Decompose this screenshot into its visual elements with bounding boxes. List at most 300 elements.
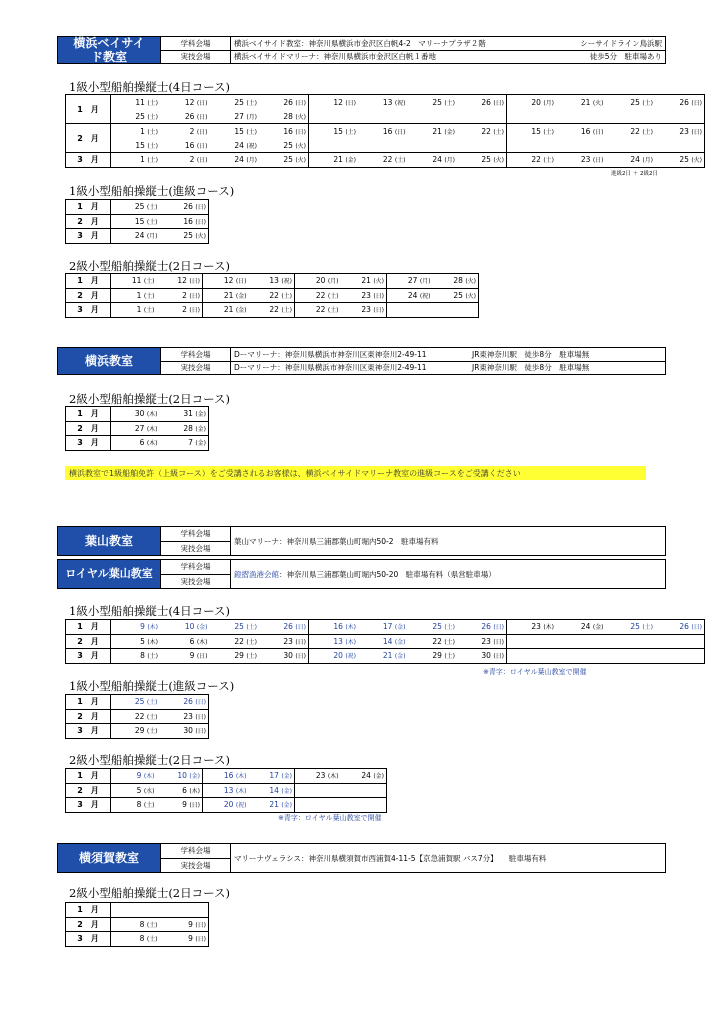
- weekday-text: (日): [189, 307, 200, 315]
- table-row: [66, 620, 705, 635]
- date-cell: [507, 95, 557, 110]
- month-label: 1 月: [66, 274, 111, 289]
- table-row: [66, 407, 209, 422]
- bayside-shinkyu-table: [65, 199, 209, 244]
- weekday-text: (火): [295, 157, 306, 165]
- weekday-text: (日): [195, 936, 206, 944]
- date-cell: [606, 124, 656, 139]
- weekday-text: (土): [543, 128, 554, 136]
- date-cell: [309, 95, 359, 110]
- table-row: [66, 274, 479, 289]
- date-text: 8: [140, 651, 148, 661]
- weekday-text: (土): [246, 624, 257, 632]
- date-text: 9: [189, 651, 197, 661]
- weekday-text: (日): [196, 157, 208, 165]
- table-row: [66, 95, 705, 110]
- date-text: 24: [432, 155, 445, 165]
- weekday-text: (金): [394, 624, 406, 632]
- date-cell: [309, 649, 359, 664]
- date-cell: [157, 783, 203, 798]
- weekday-text: (日): [195, 218, 206, 226]
- date-cell: [655, 153, 705, 168]
- bayside-course2-title: 1級小型船舶操縦士(進級コース): [69, 184, 235, 198]
- date-cell: [606, 95, 656, 110]
- date-text: 16: [580, 126, 593, 136]
- date-text: 9: [136, 771, 144, 781]
- weekday-text: (土): [147, 653, 158, 661]
- weekday-text: (火): [691, 157, 702, 165]
- date-cell: [160, 724, 209, 739]
- date-text: 22: [134, 711, 147, 721]
- weekday-text: (土): [327, 307, 339, 315]
- date-cell: [160, 95, 210, 110]
- weekday-text: (水): [143, 787, 155, 795]
- jitsugi-label: 実技会場: [161, 858, 230, 873]
- date-cell: [408, 620, 458, 635]
- date-text: 23: [361, 290, 374, 300]
- date-text: 26: [481, 97, 494, 107]
- date-text: 30: [134, 409, 147, 419]
- month-label: 1 月: [66, 200, 111, 215]
- weekday-text: (日): [196, 128, 208, 136]
- bayside-2day-table: [65, 273, 479, 318]
- weekday-text: (金): [195, 425, 206, 433]
- weekday-text: (祝): [419, 292, 431, 300]
- date-cell: [210, 649, 260, 664]
- weekday-text: (金): [394, 653, 406, 661]
- weekday-text: (金): [281, 787, 292, 795]
- date-cell: [210, 95, 260, 110]
- table-row: [66, 649, 705, 664]
- date-cell: [606, 109, 656, 124]
- date-text: 21: [361, 276, 374, 286]
- table-row: [66, 124, 705, 139]
- hayama-4day-table: [65, 619, 705, 664]
- date-cell: [160, 421, 209, 436]
- weekday-text: (日): [189, 278, 200, 286]
- date-cell: [457, 649, 507, 664]
- weekday-text: (金): [592, 624, 604, 632]
- date-cell: [433, 288, 479, 303]
- weekday-text: (木): [196, 638, 208, 646]
- month-label: 3 月: [66, 724, 111, 739]
- weekday-text: (土): [543, 157, 554, 165]
- date-text: 29: [234, 651, 247, 661]
- weekday-text: (土): [281, 292, 292, 300]
- date-text: 17: [382, 622, 395, 632]
- date-text: 25: [453, 290, 466, 300]
- date-text: 2: [182, 305, 190, 315]
- weekday-text: (土): [146, 713, 158, 721]
- weekday-text: (土): [146, 218, 158, 226]
- date-text: 15: [134, 216, 147, 226]
- weekday-text: (日): [493, 638, 504, 646]
- date-text: 26: [283, 97, 296, 107]
- date-cell: [295, 303, 341, 318]
- date-text: 13: [223, 785, 236, 795]
- date-cell: [111, 214, 160, 229]
- weekday-text: (土): [281, 307, 292, 315]
- date-cell: [111, 724, 160, 739]
- weekday-text: (日): [295, 624, 306, 632]
- weekday-text: (土): [146, 699, 158, 707]
- date-text: 10: [177, 771, 190, 781]
- date-text: 14: [269, 785, 282, 795]
- date-cell: [655, 634, 705, 649]
- weekday-text: (日): [592, 128, 604, 136]
- date-text: 30: [481, 651, 494, 661]
- date-text: 30: [283, 651, 296, 661]
- weekday-text: (土): [444, 653, 455, 661]
- date-cell: [259, 124, 309, 139]
- date-text: 9: [140, 622, 148, 632]
- date-text: 11: [135, 97, 148, 107]
- date-cell: [295, 769, 341, 784]
- date-cell: [309, 138, 359, 153]
- date-cell: [309, 153, 359, 168]
- date-cell: [556, 153, 606, 168]
- yokohama-jitsugi-access: JR東神奈川駅 徒歩8分 駐車場無: [472, 363, 590, 373]
- date-cell: [309, 634, 359, 649]
- date-text: 22: [269, 290, 282, 300]
- date-cell: [556, 138, 606, 153]
- weekday-text: (土): [143, 278, 155, 286]
- month-label: 3 月: [66, 229, 111, 244]
- date-cell: [160, 634, 210, 649]
- hayama-course1-note: ※青字：ロイヤル葉山教室で開催: [483, 668, 587, 676]
- date-cell: [606, 153, 656, 168]
- month-label: 2 月: [66, 634, 111, 649]
- weekday-text: (金): [345, 157, 356, 165]
- weekday-text: (木): [146, 425, 158, 433]
- date-cell: [210, 634, 260, 649]
- date-cell: [457, 153, 507, 168]
- table-row: [66, 153, 705, 168]
- date-text: 22: [481, 126, 494, 136]
- date-text: 29: [432, 651, 445, 661]
- weekday-text: (月): [327, 278, 339, 286]
- date-cell: [358, 153, 408, 168]
- weekday-text: (月): [146, 233, 158, 241]
- date-cell: [309, 620, 359, 635]
- date-text: 2: [189, 126, 197, 136]
- yokosuka-course-title: 2級小型船舶操縦士(2日コース): [69, 886, 231, 900]
- date-cell: [259, 153, 309, 168]
- date-cell: [655, 620, 705, 635]
- date-cell: [249, 783, 295, 798]
- date-text: 2: [189, 155, 197, 165]
- weekday-text: (土): [394, 157, 406, 165]
- hayama-course3-note: ※青字：ロイヤル葉山教室で開催: [278, 814, 382, 822]
- month-label: 3 月: [66, 303, 111, 318]
- date-text: 26: [184, 111, 197, 121]
- date-cell: [433, 303, 479, 318]
- date-cell: [111, 138, 161, 153]
- hayama-course2-title: 1級小型船舶操縦士(進級コース): [69, 679, 235, 693]
- date-cell: [111, 153, 161, 168]
- date-cell: [507, 109, 557, 124]
- date-text: 28: [453, 276, 466, 286]
- date-text: 1: [140, 155, 148, 165]
- date-text: 31: [183, 409, 196, 419]
- yokohama-2day-table: [65, 406, 209, 451]
- date-cell: [210, 124, 260, 139]
- date-text: 12: [177, 276, 190, 286]
- date-cell: [157, 798, 203, 813]
- date-cell: [457, 138, 507, 153]
- date-cell: [249, 798, 295, 813]
- date-cell: [210, 620, 260, 635]
- date-cell: [160, 649, 210, 664]
- date-text: 26: [283, 622, 296, 632]
- date-text: 20: [223, 800, 236, 810]
- bayside-jitsugi-access: 徒歩5分 駐車場あり: [589, 52, 662, 62]
- date-cell: [160, 695, 209, 710]
- date-cell: [606, 634, 656, 649]
- date-text: 25: [481, 155, 494, 165]
- date-cell: [655, 138, 705, 153]
- date-text: 27: [134, 423, 147, 433]
- yokohama-gakka-access: JR東神奈川駅 徒歩8分 駐車場無: [472, 349, 590, 359]
- bayside-jitsugi-venue: 横浜ベイサイドマリーナ：神奈川県横浜市金沢区白帆１番地: [234, 52, 436, 62]
- month-label: 3 月: [66, 153, 111, 168]
- date-cell: [111, 95, 161, 110]
- date-text: 26: [183, 697, 196, 707]
- date-cell: [160, 229, 209, 244]
- royal-venue-name: 鐙摺漁港会館: [234, 569, 279, 579]
- date-text: 16: [183, 216, 196, 226]
- date-text: 16: [223, 771, 236, 781]
- table-row: [66, 769, 387, 784]
- date-cell: [507, 138, 557, 153]
- date-cell: [457, 620, 507, 635]
- date-text: 21: [269, 800, 282, 810]
- weekday-text: (木): [235, 787, 247, 795]
- date-text: 12: [184, 97, 197, 107]
- date-cell: [387, 303, 433, 318]
- weekday-text: (土): [147, 128, 158, 136]
- hayama-venue: 葉山マリーナ：神奈川県三浦郡葉山町堀内50-2 駐車場有料: [234, 536, 439, 546]
- date-cell: [203, 274, 249, 289]
- date-text: 25: [134, 697, 147, 707]
- weekday-text: (土): [642, 128, 653, 136]
- date-cell: [408, 138, 458, 153]
- date-text: 24: [134, 231, 147, 241]
- hayama-shinkyu-table: [65, 694, 209, 739]
- gakka-label: 学科会場: [180, 529, 211, 539]
- date-text: 25: [679, 155, 692, 165]
- weekday-text: (金): [235, 292, 247, 300]
- weekday-text: (火): [493, 157, 504, 165]
- date-text: 26: [679, 622, 692, 632]
- date-cell: [160, 709, 209, 724]
- date-cell: [111, 695, 160, 710]
- date-text: 6: [139, 438, 147, 448]
- weekday-text: (木): [235, 773, 247, 781]
- date-text: 28: [283, 111, 296, 121]
- weekday-text: (火): [592, 99, 604, 107]
- jitsugi-label: 実技会場: [161, 50, 230, 64]
- weekday-text: (金): [195, 440, 206, 448]
- date-cell: [606, 620, 656, 635]
- date-text: 15: [234, 126, 247, 136]
- date-cell: [655, 109, 705, 124]
- date-cell: [160, 200, 209, 215]
- date-cell: [295, 798, 341, 813]
- date-cell: [556, 634, 606, 649]
- date-text: 16: [382, 126, 395, 136]
- date-cell: [111, 229, 160, 244]
- date-cell: [457, 95, 507, 110]
- date-cell: [210, 109, 260, 124]
- weekday-text: (日): [196, 99, 208, 107]
- month-label: 1 月: [66, 769, 111, 784]
- date-cell: [259, 95, 309, 110]
- date-text: 21: [333, 155, 346, 165]
- date-cell: [358, 109, 408, 124]
- date-cell: [408, 124, 458, 139]
- weekday-text: (祝): [235, 802, 247, 810]
- weekday-text: (土): [143, 292, 155, 300]
- date-text: 24: [234, 140, 247, 150]
- yokohama-course-title: 2級小型船舶操縦士(2日コース): [69, 392, 231, 406]
- date-cell: [309, 109, 359, 124]
- weekday-text: (祝): [246, 142, 257, 150]
- date-cell: [111, 124, 161, 139]
- date-cell: [606, 649, 656, 664]
- date-text: 14: [382, 636, 395, 646]
- weekday-text: (日): [691, 624, 702, 632]
- month-label: 3 月: [66, 649, 111, 664]
- month-label: 1 月: [66, 407, 111, 422]
- weekday-text: (日): [691, 99, 702, 107]
- date-cell: [457, 124, 507, 139]
- weekday-text: (土): [444, 99, 455, 107]
- weekday-text: (日): [295, 653, 306, 661]
- month-label: 1 月: [66, 95, 111, 124]
- weekday-text: (祝): [281, 278, 292, 286]
- weekday-text: (日): [196, 142, 208, 150]
- date-text: 25: [283, 155, 296, 165]
- date-text: 25: [234, 97, 247, 107]
- date-cell: [111, 634, 161, 649]
- bayside-4day-table: [65, 94, 705, 168]
- table-row: [66, 421, 209, 436]
- bayside-course1-note: 進級2日 ＋ 2級2日: [611, 171, 658, 177]
- yokosuka-venue: マリーナヴェラシス：神奈川県横須賀市西浦賀4-11-5【京急浦賀駅 バス7分】 駐車場有料: [234, 853, 547, 863]
- date-cell: [341, 303, 387, 318]
- date-text: 30: [183, 726, 196, 736]
- date-cell: [160, 917, 209, 932]
- month-label: 3 月: [66, 436, 111, 451]
- month-label: 2 月: [66, 124, 111, 153]
- date-cell: [556, 620, 606, 635]
- date-text: 21: [382, 651, 395, 661]
- date-cell: [210, 138, 260, 153]
- date-text: 23: [481, 636, 494, 646]
- date-text: 26: [183, 202, 196, 212]
- weekday-text: (土): [146, 204, 158, 212]
- date-cell: [259, 649, 309, 664]
- weekday-text: (日): [189, 802, 200, 810]
- bayside-course1-title: 1級小型船舶操縦士(4日コース): [69, 80, 231, 94]
- yokohama-jitsugi-venue: Dーマリーナ：神奈川県横浜市神奈川区東神奈川2-49-11: [234, 363, 427, 373]
- weekday-text: (木): [543, 624, 554, 632]
- table-row: [66, 724, 209, 739]
- weekday-text: (日): [195, 699, 206, 707]
- month-label: 1 月: [66, 903, 111, 918]
- date-cell: [111, 709, 160, 724]
- weekday-text: (日): [295, 638, 306, 646]
- weekday-text: (日): [295, 99, 306, 107]
- date-text: 22: [531, 155, 544, 165]
- date-cell: [341, 783, 387, 798]
- table-row: [66, 798, 387, 813]
- date-cell: [408, 95, 458, 110]
- weekday-text: (日): [394, 128, 406, 136]
- date-text: 23: [531, 622, 544, 632]
- weekday-text: (日): [345, 99, 356, 107]
- bayside-gakka-access: シーサイドライン鳥浜駅: [580, 38, 662, 48]
- date-cell: [160, 124, 210, 139]
- date-text: 2: [182, 290, 190, 300]
- date-cell: [295, 274, 341, 289]
- date-cell: [606, 138, 656, 153]
- weekday-text: (金): [281, 773, 292, 781]
- weekday-text: (土): [147, 113, 158, 121]
- month-label: 2 月: [66, 709, 111, 724]
- bayside-gakka-venue: 横浜ベイサイド教室：神奈川県横浜市金沢区白帆4-2 マリーナプラザ２階: [234, 38, 486, 48]
- date-cell: [341, 288, 387, 303]
- weekday-text: (日): [493, 99, 504, 107]
- date-text: 13: [382, 97, 395, 107]
- date-cell: [358, 649, 408, 664]
- date-text: 12: [333, 97, 346, 107]
- royal-hayama-classroom-name: ロイヤル葉山教室: [58, 560, 161, 588]
- month-label: 2 月: [66, 783, 111, 798]
- date-cell: [408, 153, 458, 168]
- date-cell: [203, 783, 249, 798]
- date-text: 15: [333, 126, 346, 136]
- weekday-text: (金): [394, 638, 406, 646]
- royal-venue-detail: ：神奈川県三浦郡葉山町堀内50-20 駐車場有料（県営駐車場）: [279, 569, 496, 579]
- yokohama-gakka-venue: Dーマリーナ：神奈川県横浜市神奈川区東神奈川2-49-11: [234, 349, 427, 359]
- date-text: 13: [333, 636, 346, 646]
- weekday-text: (木): [345, 638, 356, 646]
- table-row: [66, 109, 705, 124]
- date-cell: [358, 620, 408, 635]
- date-cell: [210, 153, 260, 168]
- date-cell: [408, 649, 458, 664]
- date-cell: [556, 95, 606, 110]
- date-cell: [160, 436, 209, 451]
- date-text: 21: [432, 126, 445, 136]
- weekday-text: (木): [189, 787, 200, 795]
- date-cell: [655, 95, 705, 110]
- gakka-label: 学科会場: [180, 846, 211, 856]
- weekday-text: (金): [281, 802, 292, 810]
- date-cell: [507, 620, 557, 635]
- weekday-text: (日): [592, 157, 604, 165]
- date-cell: [457, 109, 507, 124]
- date-text: 1: [136, 305, 144, 315]
- weekday-text: (木): [143, 773, 155, 781]
- date-text: 23: [679, 126, 692, 136]
- weekday-text: (土): [642, 624, 653, 632]
- gakka-label: 学科会場: [180, 38, 211, 48]
- date-text: 28: [183, 423, 196, 433]
- date-text: 25: [134, 202, 147, 212]
